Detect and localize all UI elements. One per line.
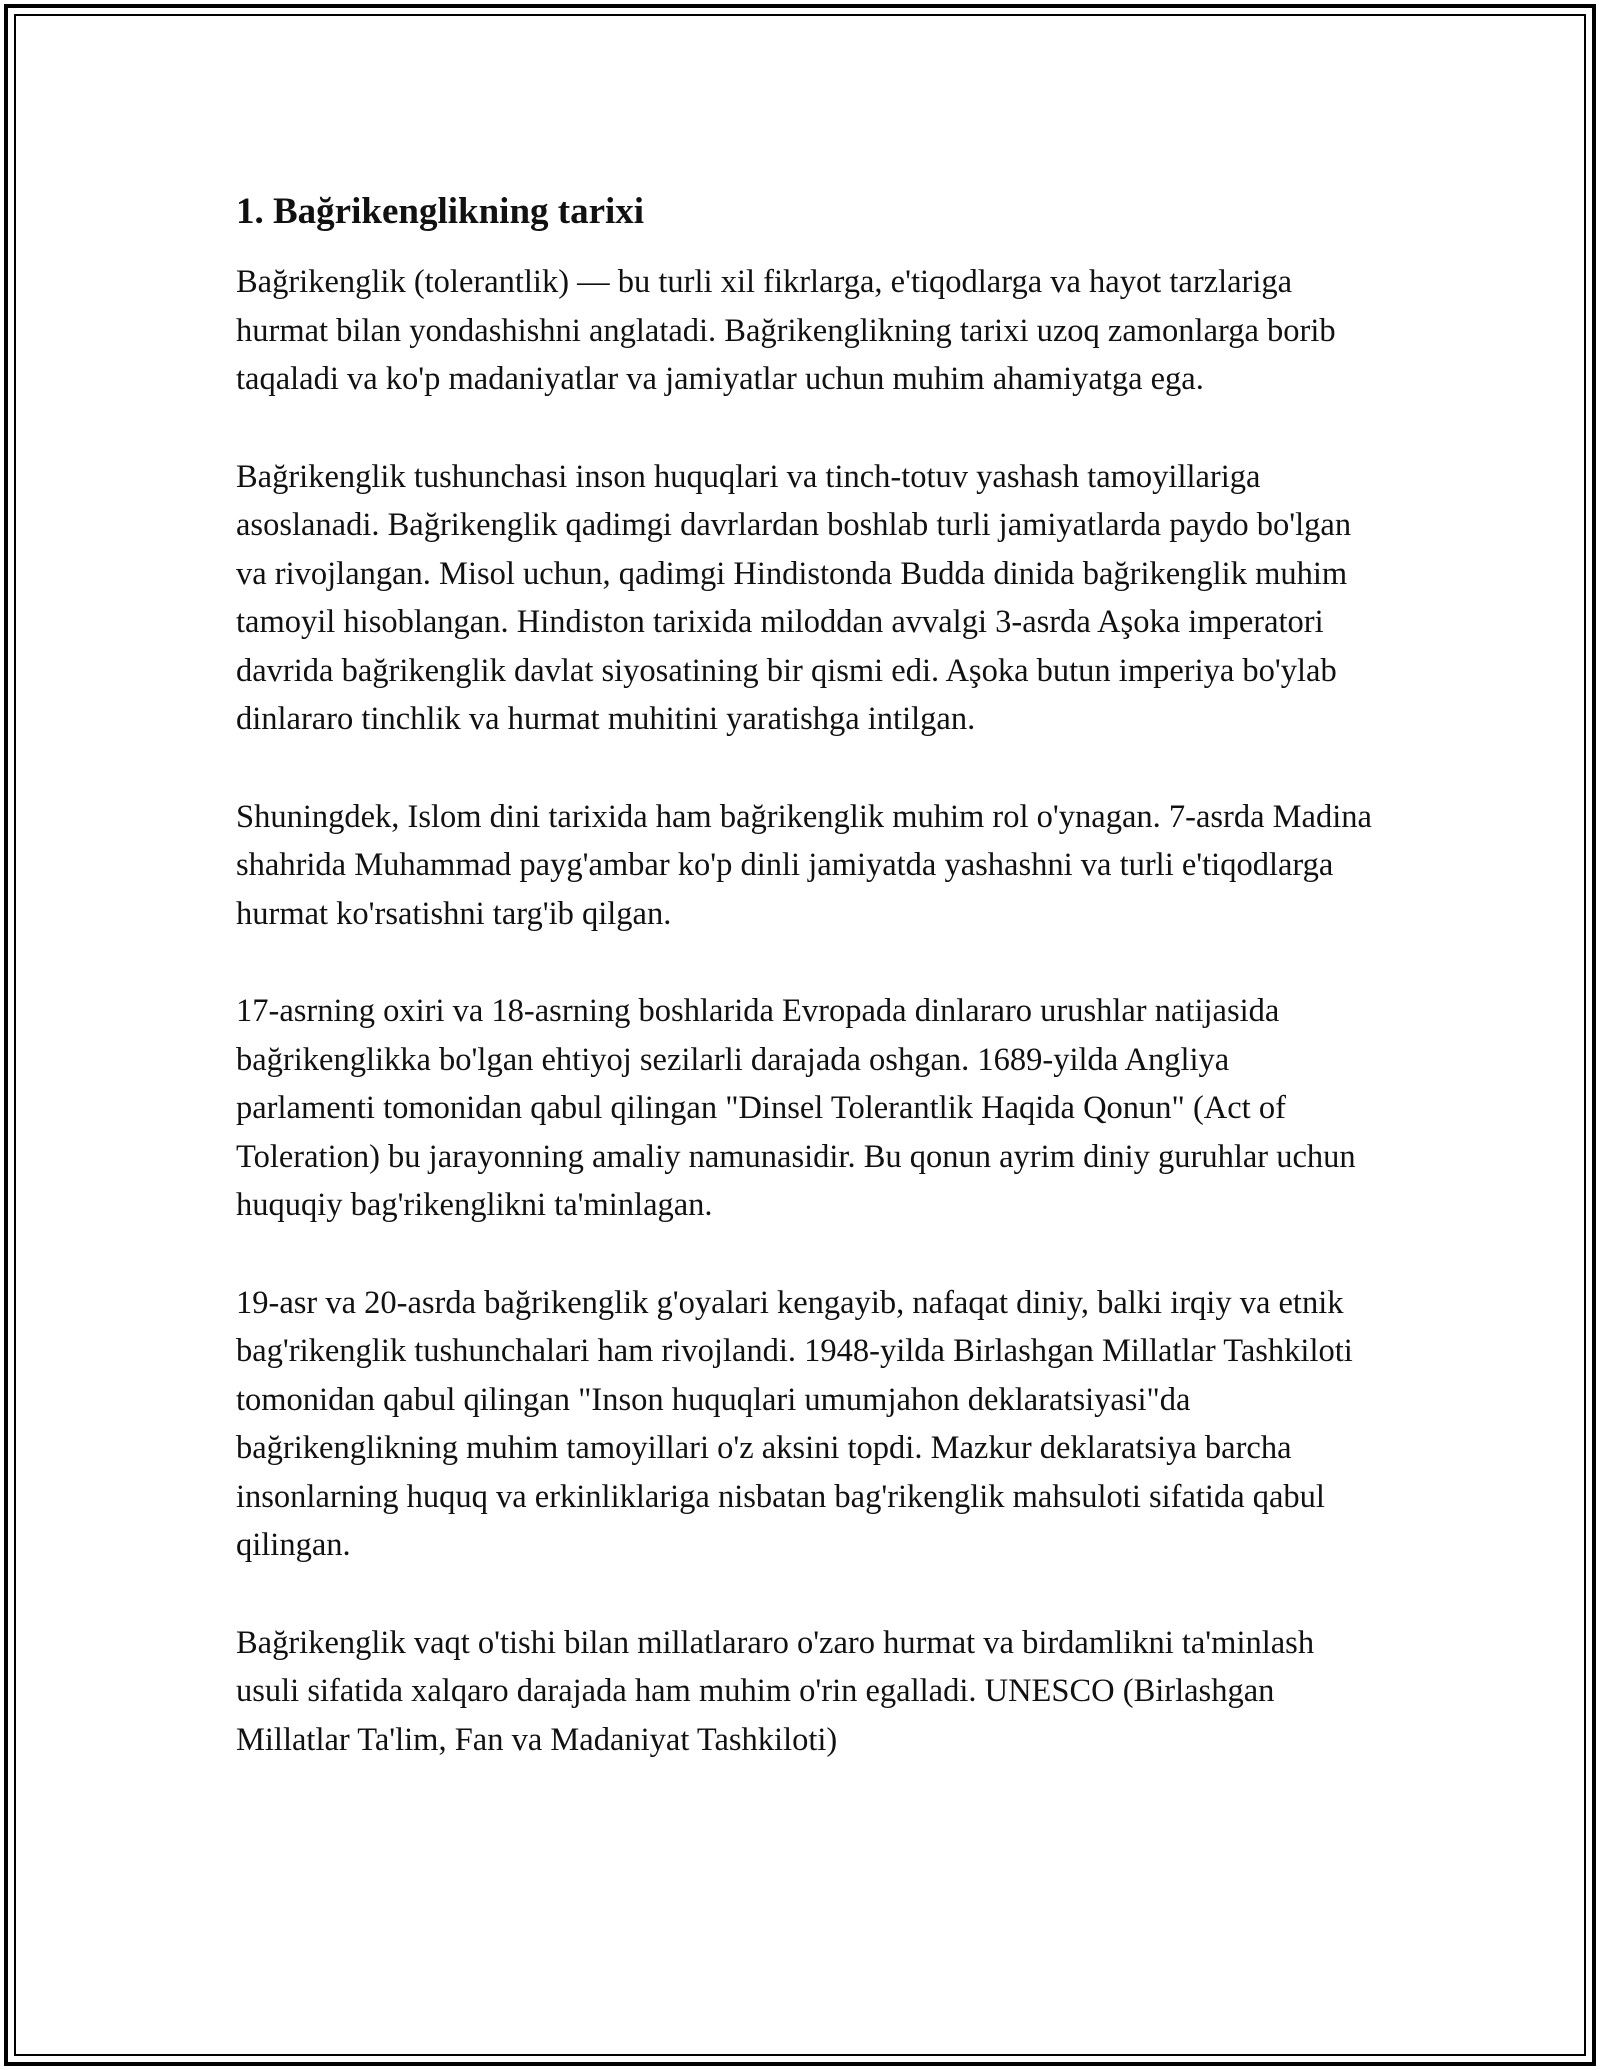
paragraph-modern-era: 19-asr va 20-asrda bağrikenglik g'oyalari kengayib, nafaqat diniy, balki irqiy va etnik bag'rikenglik tushunchalari ham rivojlandi. 1948-yilda Birlashgan Millatlar Tashkiloti tomonidan qabul qilingan "Inson huquqlari umumjahon deklaratsiyasi"da bağrikenglikning muhim tamoyillari o'z aksini topdi. Mazkur deklaratsiya barcha insonlarning huquq va erkinliklariga nisbatan bag'rikenglik mahsuloti sifatida qabul qilingan. [236, 1284, 1353, 1563]
paragraph-international: Bağrikenglik vaqt o'tishi bilan millatlararo o'zaro hurmat va birdamlikni ta'minlash usuli sifatida xalqaro darajada ham muhim o'rin egalladi. UNESCO (Birlashgan Millatlar Ta'lim, Fan va Madaniyat Tashkiloti) [236, 1624, 1315, 1758]
paragraph-islam: Shuningdek, Islom dini tarixida ham bağrikenglik muhim rol o'ynagan. 7-asrda Madina shahrida Muhammad payg'ambar ko'p dinli jamiyatda yashashni va turli e'tiqodlarga hurmat ko'rsatishni targ'ib qilgan. [236, 798, 1372, 932]
paragraph-definition: Bağrikenglik (tolerantlik) — bu turli xil fikrlarga, e'tiqodlarga va hayot tarzlariga hurmat bilan yondashishni anglatadi. Bağrikenglikning tarixi uzoq zamonlarga borib taqaladi va ko'p madaniyatlar va jamiyatlar uchun muhim ahamiyatga ega. [236, 264, 1336, 397]
paragraph-europe: 17-asrning oxiri va 18-asrning boshlarida Evropada dinlararo urushlar natijasida bağrikenglikka bo'lgan ehtiyoj sezilarli darajada oshgan. 1689-yilda Angliya parlamenti tomonidan qabul qilingan "Dinsel Tolerantlik Haqida Qonun" (Act of Toleration) bu jarayonning amaliy namunasidir. Bu qonun ayrim diniy guruhlar uchun huquqiy bag'rikenglikni ta'minlagan. [236, 993, 1356, 1223]
section-heading: 1. Bağrikenglikning tarixi [236, 191, 645, 232]
paragraph-ancient-history: Bağrikenglik tushunchasi inson huquqlari va tinch-totuv yashash tamoyillariga asoslanadi. Bağrikenglik qadimgi davrlardan boshlab turli jamiyatlarda paydo bo'lgan va rivojlangan. Misol uchun, qadimgi Hindistonda Budda dinida bağrikenglik muhim tamoyil hisoblangan. Hindiston tarixida miloddan avvalgi 3-asrda Aşoka imperatori davrida bağrikenglik davlat siyosatining bir qismi edi. Aşoka butun imperiya bo'ylab dinlararo tinchlik va hurmat muhitini yaratishga intilgan. [236, 458, 1352, 737]
document-body [236, 188, 1376, 1764]
